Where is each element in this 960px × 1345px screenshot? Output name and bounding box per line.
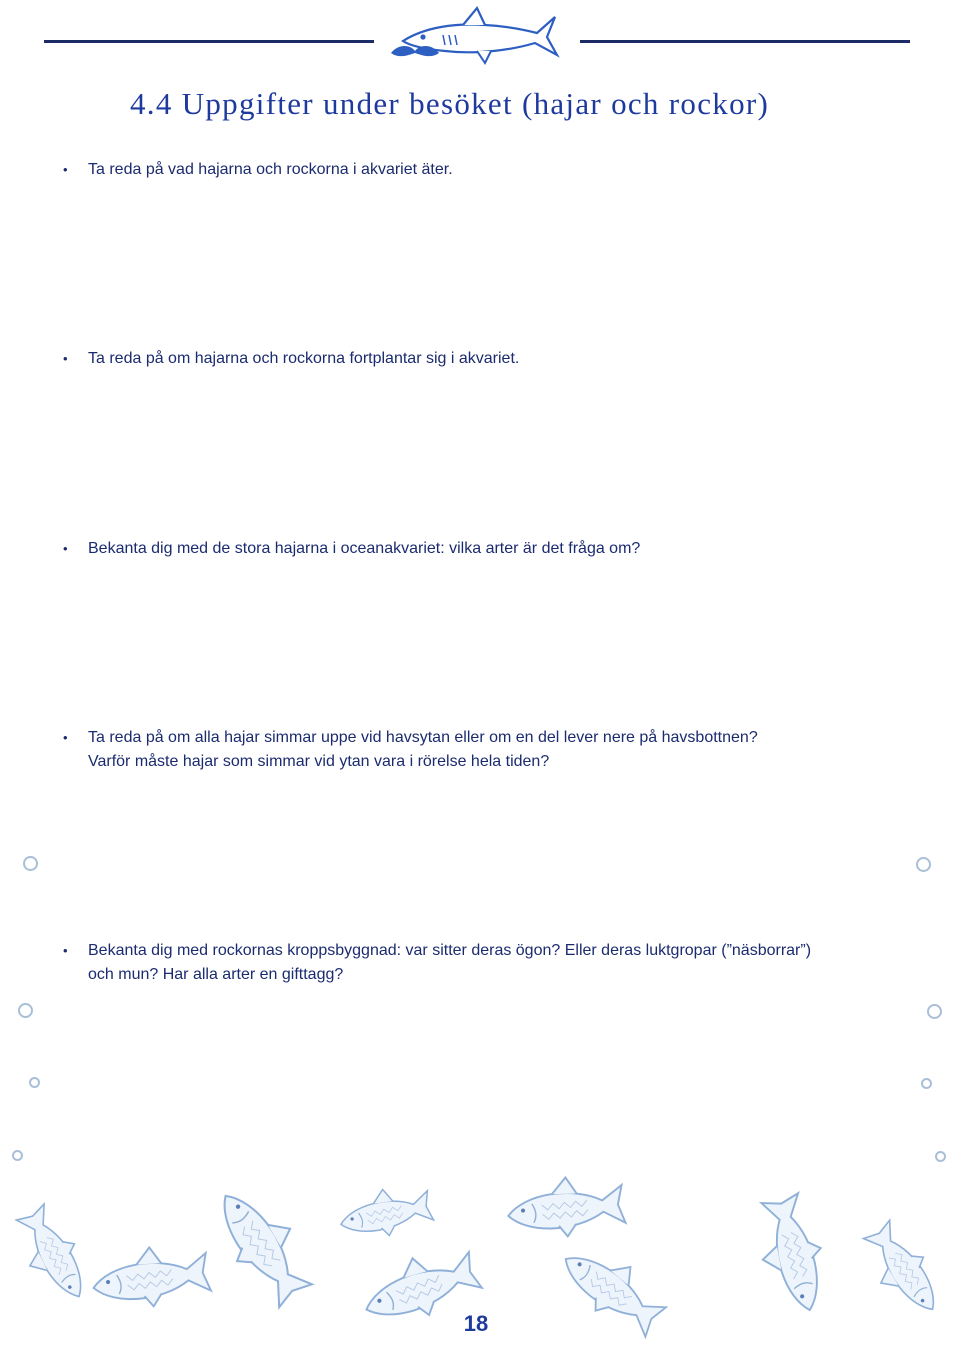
task-text: Ta reda på om alla hajar simmar uppe vid havsytan eller om en del lever nere på havsbottnen? (88, 729, 758, 746)
task-text-continued: Varför måste hajar som simmar vid ytan vara i rörelse hela tiden? (88, 753, 550, 770)
shark-with-mustache-icon (385, 5, 560, 67)
fish-icon (854, 1217, 951, 1325)
task-item-4 (63, 726, 928, 774)
bullet-icon: • (63, 541, 68, 556)
bubble-icon (921, 1078, 932, 1089)
page-title: 4.4 Uppgifter under besöket (hajar och rockor) (130, 86, 770, 121)
task-text: Ta reda på om hajarna och rockorna fortplantar sig i akvariet. (88, 350, 520, 367)
bubble-icon (916, 857, 931, 872)
fish-icon (551, 1234, 673, 1343)
header-rule-right (580, 40, 910, 43)
fish-icon (749, 1191, 836, 1318)
bullet-icon: • (63, 162, 68, 177)
task-text-continued: och mun? Har alla arter en gifttagg? (88, 966, 344, 983)
bubble-icon (18, 1003, 33, 1018)
bullet-icon: • (63, 351, 68, 366)
task-text: Ta reda på vad hajarna och rockorna i akvariet äter. (88, 161, 453, 178)
bubble-icon (927, 1004, 942, 1019)
task-item-5 (63, 939, 928, 987)
task-text: Bekanta dig med de stora hajarna i oceanakvariet: vilka arter är det fråga om? (88, 540, 641, 557)
fish-icon (203, 1176, 324, 1311)
task-item-3 (63, 537, 928, 561)
page-number: 18 (452, 1310, 500, 1338)
task-item-2 (63, 347, 928, 371)
fish-icon (7, 1201, 99, 1310)
bullet-icon: • (63, 730, 68, 745)
fish-icon (336, 1180, 435, 1245)
task-item-1 (63, 158, 928, 182)
fish-icon (89, 1240, 212, 1314)
task-text: Bekanta dig med rockornas kroppsbyggnad: var sitter deras ögon? Eller deras luktgropar (”näsborrar”) (88, 942, 812, 959)
bubble-icon (23, 856, 38, 871)
bubble-icon (29, 1077, 40, 1088)
fish-icon (505, 1172, 626, 1243)
bullet-icon: • (63, 943, 68, 958)
header-rule-left (44, 40, 374, 43)
